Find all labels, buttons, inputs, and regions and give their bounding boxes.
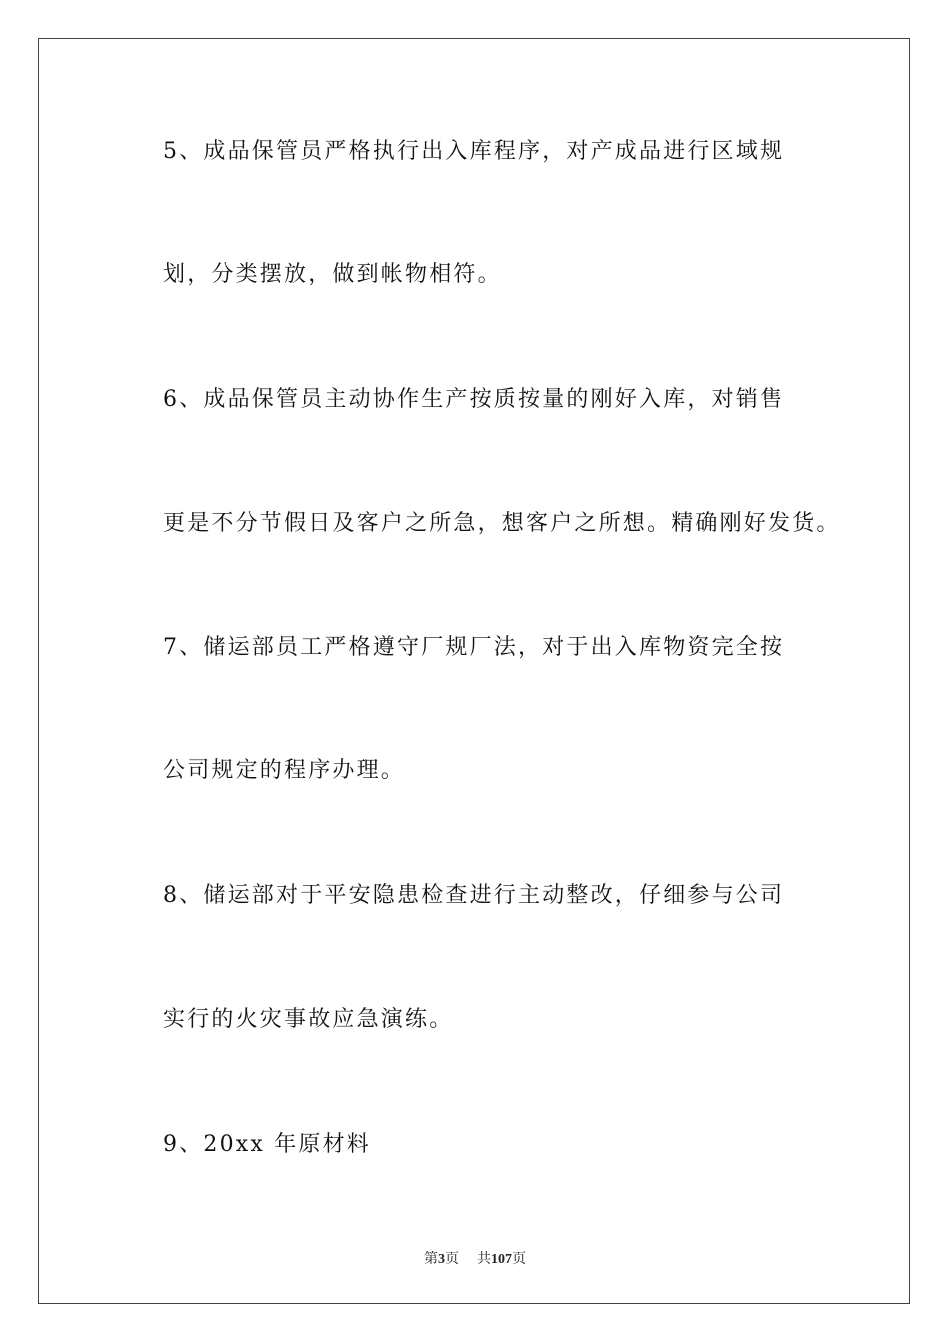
paragraph-line-9: 9、20xx 年原材料: [163, 1132, 371, 1157]
paragraph-line-5: 7、储运部员工严格遵守厂规厂法，对于出入库物资完全按: [163, 635, 785, 660]
paragraph-line-7: 8、储运部对于平安隐患检查进行主动整改，仔细参与公司: [163, 883, 785, 908]
footer-total-pages: 107: [491, 1252, 512, 1267]
footer-page-prefix: 第: [424, 1252, 438, 1267]
footer-page-number: 3: [438, 1252, 445, 1267]
footer-total-suffix: 页: [512, 1252, 526, 1267]
paragraph-line-8: 实行的火灾事故应急演练。: [163, 1007, 454, 1032]
footer-page-suffix: 页: [445, 1252, 459, 1267]
paragraph-line-3: 6、成品保管员主动协作生产按质按量的刚好入库，对销售: [163, 387, 785, 412]
page-footer: [0, 1248, 950, 1268]
paragraph-line-1: 5、成品保管员严格执行出入库程序，对产成品进行区域规: [163, 139, 785, 164]
page-border: [38, 38, 910, 1304]
footer-total-prefix: 共: [477, 1252, 491, 1267]
paragraph-line-2: 划，分类摆放，做到帐物相符。: [163, 262, 502, 287]
paragraph-line-6: 公司规定的程序办理。: [163, 758, 406, 783]
paragraph-line-4: 更是不分节假日及客户之所急，想客户之所想。精确刚好发货。: [163, 511, 841, 536]
